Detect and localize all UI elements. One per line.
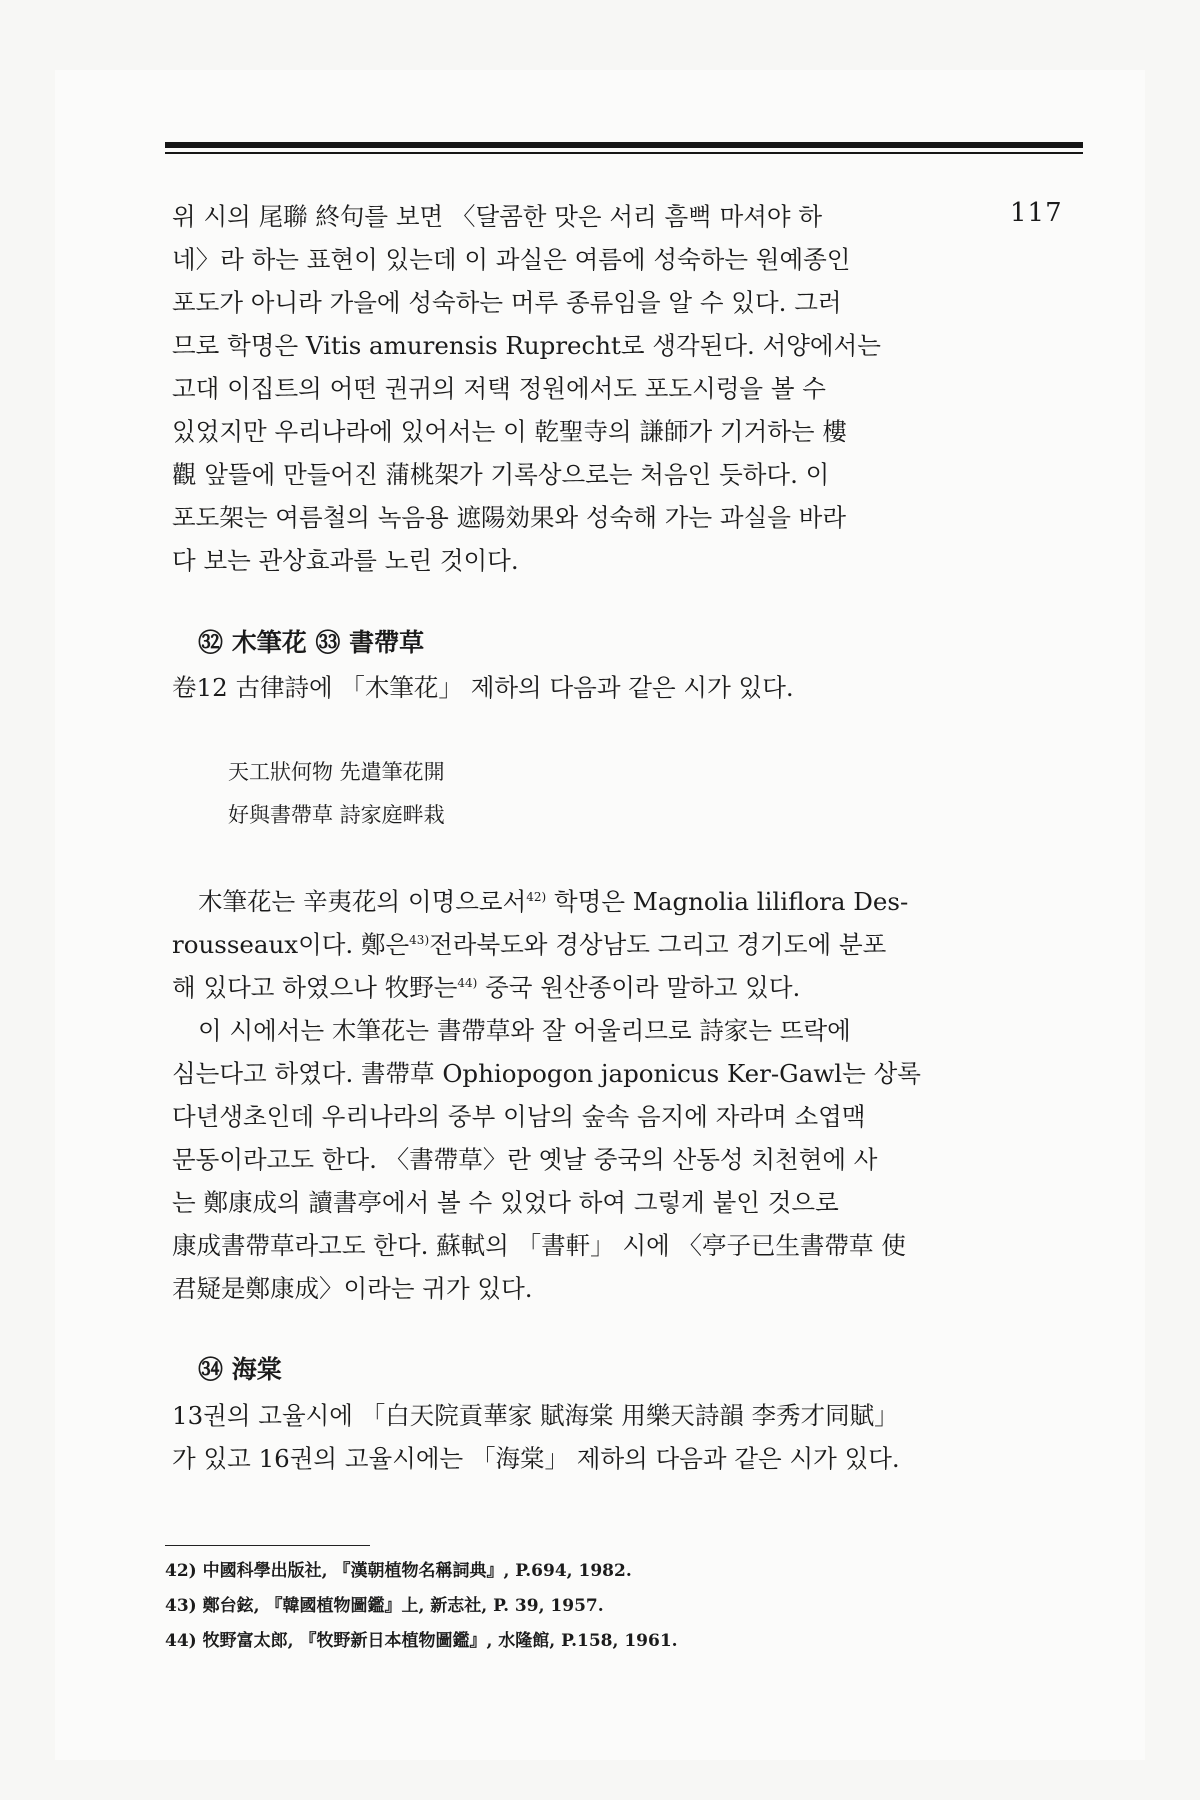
section-heading: ㉜ 木筆花 ㉝ 書帶草: [198, 628, 425, 657]
header-rule: [165, 142, 1083, 154]
text-line: 있었지만 우리나라에 있어서는 이 乾聖寺의 謙師가 기거하는 樓: [172, 417, 847, 446]
footnote-ref: 44): [457, 975, 478, 990]
text-line: 卷12 古律詩에 「木筆花」 제하의 다음과 같은 시가 있다.: [172, 673, 794, 702]
footnote-rule: [165, 1545, 370, 1546]
text-line: 해 있다고 하였으나 牧野는$^{44)}$ 중국 원산종이라 말하고 있다.: [172, 973, 801, 1002]
text-line: 문동이라고도 한다. 〈書帶草〉란 옛날 중국의 산동성 치천현에 사: [172, 1145, 878, 1174]
text-line: 觀 앞뜰에 만들어진 蒲桃架가 기록상으로는 처음인 듯하다. 이: [172, 460, 830, 489]
text-line: rousseaux이다. 鄭은$^{43)}$전라북도와 경상남도 그리고 경기도에 분포: [172, 930, 887, 959]
text-line: 위 시의 尾聯 終句를 보면 〈달콤한 맛은 서리 흠뻑 마셔야 하: [172, 202, 823, 231]
poem-line: 天工狀何物 先遣筆花開: [228, 760, 445, 784]
footnote-ref: 43): [409, 932, 430, 947]
footnote: 44) 牧野富太郎, 『牧野新日本植物圖鑑』, 水隆館, P.158, 1961.: [165, 1631, 678, 1651]
text-line: 네〉라 하는 표현이 있는데 이 과실은 여름에 성숙하는 원예종인: [172, 245, 851, 274]
footnote-ref: 42): [526, 889, 547, 904]
text-line: 므로 학명은 Vitis amurensis Ruprecht로 생각된다. 서양에서는: [172, 331, 881, 360]
footnote: 43) 鄭台鉉, 『韓國植物圖鑑』上, 新志社, P. 39, 1957.: [165, 1596, 604, 1616]
text-line: 심는다고 하였다. 書帶草 Ophiopogon japonicus Ker-Gawl는 상록: [172, 1059, 921, 1088]
section-heading: ㉞ 海棠: [198, 1355, 282, 1384]
text-line: 木筆花는 辛夷花의 이명으로서$^{42)}$ 학명은 Magnolia liliflora Des-: [198, 887, 909, 916]
footnote: 42) 中國科學出版社, 『漢朝植物名稱詞典』, P.694, 1982.: [165, 1561, 632, 1581]
text-line: 다 보는 관상효과를 노린 것이다.: [172, 546, 519, 575]
text-line: 는 鄭康成의 讀書亭에서 볼 수 있었다 하여 그렇게 붙인 것으로: [172, 1188, 839, 1217]
text-line: 포도架는 여름철의 녹음용 遮陽効果와 성숙해 가는 과실을 바라: [172, 503, 847, 532]
text-line: 포도가 아니라 가을에 성숙하는 머루 종류임을 알 수 있다. 그러: [172, 288, 842, 317]
text-line: 고대 이집트의 어떤 권귀의 저택 정원에서도 포도시렁을 볼 수: [172, 374, 826, 403]
text-line: 이 시에서는 木筆花는 書帶草와 잘 어울리므로 詩家는 뜨락에: [198, 1016, 851, 1045]
text-line: 君疑是鄭康成〉이라는 귀가 있다.: [172, 1274, 533, 1303]
page-number: 117: [1010, 198, 1063, 228]
text-line: 가 있고 16권의 고율시에는 「海棠」 제하의 다음과 같은 시가 있다.: [172, 1444, 900, 1473]
poem-line: 好與書帶草 詩家庭畔栽: [228, 803, 445, 827]
text-line: 다년생초인데 우리나라의 중부 이남의 숲속 음지에 자라며 소엽맥: [172, 1102, 866, 1131]
text-line: 13권의 고율시에 「白天院貢華家 賦海棠 用樂天詩韻 李秀才同賦」: [172, 1401, 899, 1430]
text-line: 康成書帶草라고도 한다. 蘇軾의 「書軒」 시에 〈亭子已生書帶草 使: [172, 1231, 906, 1260]
